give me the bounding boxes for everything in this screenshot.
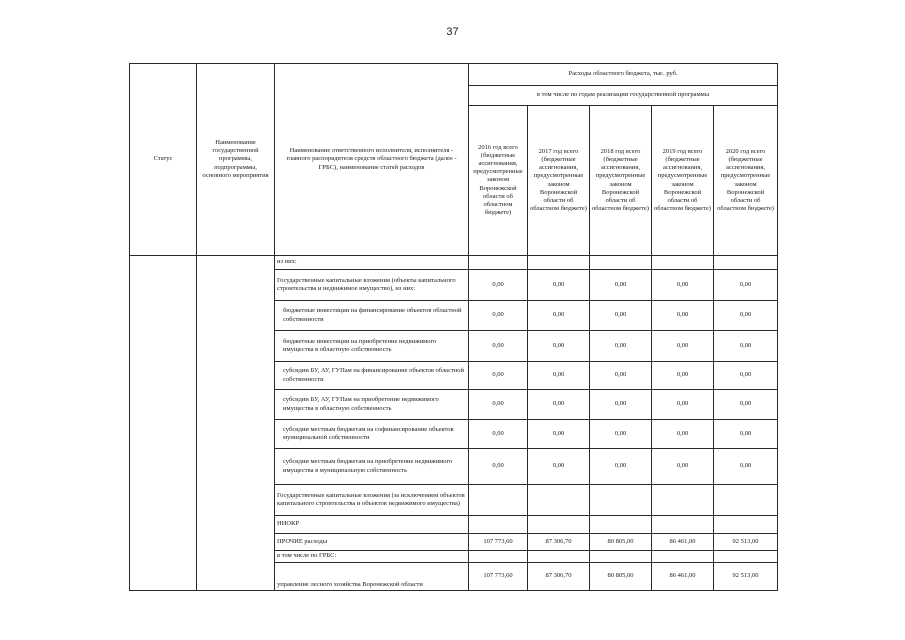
budget-table: [129, 63, 778, 591]
row-value-2016: 107 773,60: [469, 534, 528, 551]
row-value-2016: 0,00: [469, 420, 528, 449]
row-value-2019: 0,00: [652, 301, 714, 331]
row-value-2016: [469, 551, 528, 563]
row-value-2018: 80 805,00: [590, 563, 652, 591]
row-value-2017: 0,00: [528, 362, 590, 390]
row-value-2018: 0,00: [590, 362, 652, 390]
row-value-2018: [590, 551, 652, 563]
row-label: Государственные капитальные вложения (объекты капитального строительства и недвижимое имущество), из них:: [275, 270, 469, 301]
row-value-2016: [469, 256, 528, 270]
row-value-2018: 0,00: [590, 331, 652, 362]
header-year-2019: 2019 год всего (бюджетные ассигнования, предусмотренные законом Воронежской области об областном бюджете): [652, 106, 714, 256]
header-status: Статус: [130, 64, 197, 256]
row-label: субсидии местным бюджетам на приобретение недвижимого имущества в муниципальную собственность: [275, 449, 469, 485]
row-value-2020: 92 513,00: [714, 534, 778, 551]
row-value-2020: [714, 256, 778, 270]
row-value-2017: 0,00: [528, 390, 590, 420]
row-value-2016: 0,00: [469, 449, 528, 485]
row-label: Государственные капитальные вложения (за исключением объектов капитального строительства и объектов недвижимого имущества): [275, 485, 469, 516]
row-value-2017: 0,00: [528, 270, 590, 301]
row-label: из них:: [275, 256, 469, 270]
row-value-2018: 0,00: [590, 420, 652, 449]
header-executor: Наименование ответственного исполнителя, исполнителя - главного распорядителя средств областного бюджета (далее - ГРБС), наименование статей расходов: [275, 64, 469, 256]
row-value-2017: [528, 485, 590, 516]
header-year-2016: 2016 год всего (бюджетные ассигнования, предусмотренные законом Воронежской области об областном бюджете): [469, 106, 528, 256]
row-value-2019: 0,00: [652, 449, 714, 485]
header-year-2018: 2018 год всего (бюджетные ассигнования, предусмотренные законом Воронежской области об областном бюджете): [590, 106, 652, 256]
row-value-2020: 0,00: [714, 420, 778, 449]
row-value-2017: 87 306,70: [528, 563, 590, 591]
header-expenses-title: Расходы областного бюджета, тыс. руб.: [469, 64, 778, 86]
row-value-2016: 0,00: [469, 270, 528, 301]
row-value-2019: 0,00: [652, 331, 714, 362]
header-program-name: Наименование государственной программы, подпрограммы, основного мероприятия: [197, 64, 275, 256]
row-value-2019: 86 461,00: [652, 534, 714, 551]
row-value-2018: [590, 256, 652, 270]
row-value-2020: 0,00: [714, 449, 778, 485]
row-value-2016: 0,00: [469, 362, 528, 390]
program-name-cell: [197, 256, 275, 591]
row-value-2018: 0,00: [590, 449, 652, 485]
row-value-2018: [590, 516, 652, 534]
row-value-2016: [469, 485, 528, 516]
row-label: ПРОЧИЕ расходы: [275, 534, 469, 551]
row-label: в том числе по ГРБС:: [275, 551, 469, 563]
row-value-2017: 0,00: [528, 331, 590, 362]
row-value-2019: 0,00: [652, 390, 714, 420]
row-value-2017: [528, 256, 590, 270]
row-value-2020: 0,00: [714, 301, 778, 331]
page-number: 37: [446, 26, 459, 38]
row-label: бюджетные инвестиции на финансирование объектов областной собственности: [275, 301, 469, 331]
row-value-2019: 86 461,00: [652, 563, 714, 591]
row-value-2020: [714, 516, 778, 534]
row-value-2019: [652, 485, 714, 516]
row-value-2019: 0,00: [652, 420, 714, 449]
row-value-2018: 0,00: [590, 390, 652, 420]
row-label: субсидии БУ, АУ, ГУПам на приобретение недвижимого имущества в областную собственность: [275, 390, 469, 420]
row-value-2020: 0,00: [714, 362, 778, 390]
row-value-2016: 0,00: [469, 390, 528, 420]
row-value-2020: 0,00: [714, 331, 778, 362]
row-value-2019: 0,00: [652, 270, 714, 301]
row-value-2016: 107 773,60: [469, 563, 528, 591]
row-value-2019: 0,00: [652, 362, 714, 390]
header-year-2017: 2017 год всего (бюджетные ассигнования, предусмотренные законом Воронежской области об областном бюджете): [528, 106, 590, 256]
row-value-2020: [714, 551, 778, 563]
row-value-2017: 87 306,70: [528, 534, 590, 551]
row-value-2019: [652, 551, 714, 563]
row-value-2017: [528, 516, 590, 534]
row-label: НИОКР: [275, 516, 469, 534]
row-value-2018: 0,00: [590, 301, 652, 331]
row-value-2019: [652, 256, 714, 270]
row-value-2017: 0,00: [528, 301, 590, 331]
row-value-2017: [528, 551, 590, 563]
row-label: субсидии местным бюджетам на софинансирование объектов муниципальной собственности: [275, 420, 469, 449]
row-label: бюджетные инвестиции на приобретение недвижимого имущества в областную собственность: [275, 331, 469, 362]
header-year-2020: 2020 год всего (бюджетные ассигнования, предусмотренные законом Воронежской области об областном бюджете): [714, 106, 778, 256]
row-value-2018: 80 805,00: [590, 534, 652, 551]
row-label: управление лесного хозяйства Воронежской области: [275, 563, 469, 591]
row-value-2018: 0,00: [590, 270, 652, 301]
header-by-years: в том числе по годам реализации государственной программы: [469, 86, 778, 106]
row-label: субсидии БУ, АУ, ГУПам на финансирование объектов областной собственности: [275, 362, 469, 390]
row-value-2019: [652, 516, 714, 534]
row-value-2016: 0,00: [469, 301, 528, 331]
status-cell: [130, 256, 197, 591]
row-value-2020: 92 513,00: [714, 563, 778, 591]
row-value-2020: [714, 485, 778, 516]
row-value-2020: 0,00: [714, 270, 778, 301]
row-value-2020: 0,00: [714, 390, 778, 420]
row-value-2017: 0,00: [528, 449, 590, 485]
row-value-2018: [590, 485, 652, 516]
row-value-2017: 0,00: [528, 420, 590, 449]
row-value-2016: [469, 516, 528, 534]
row-value-2016: 0,00: [469, 331, 528, 362]
